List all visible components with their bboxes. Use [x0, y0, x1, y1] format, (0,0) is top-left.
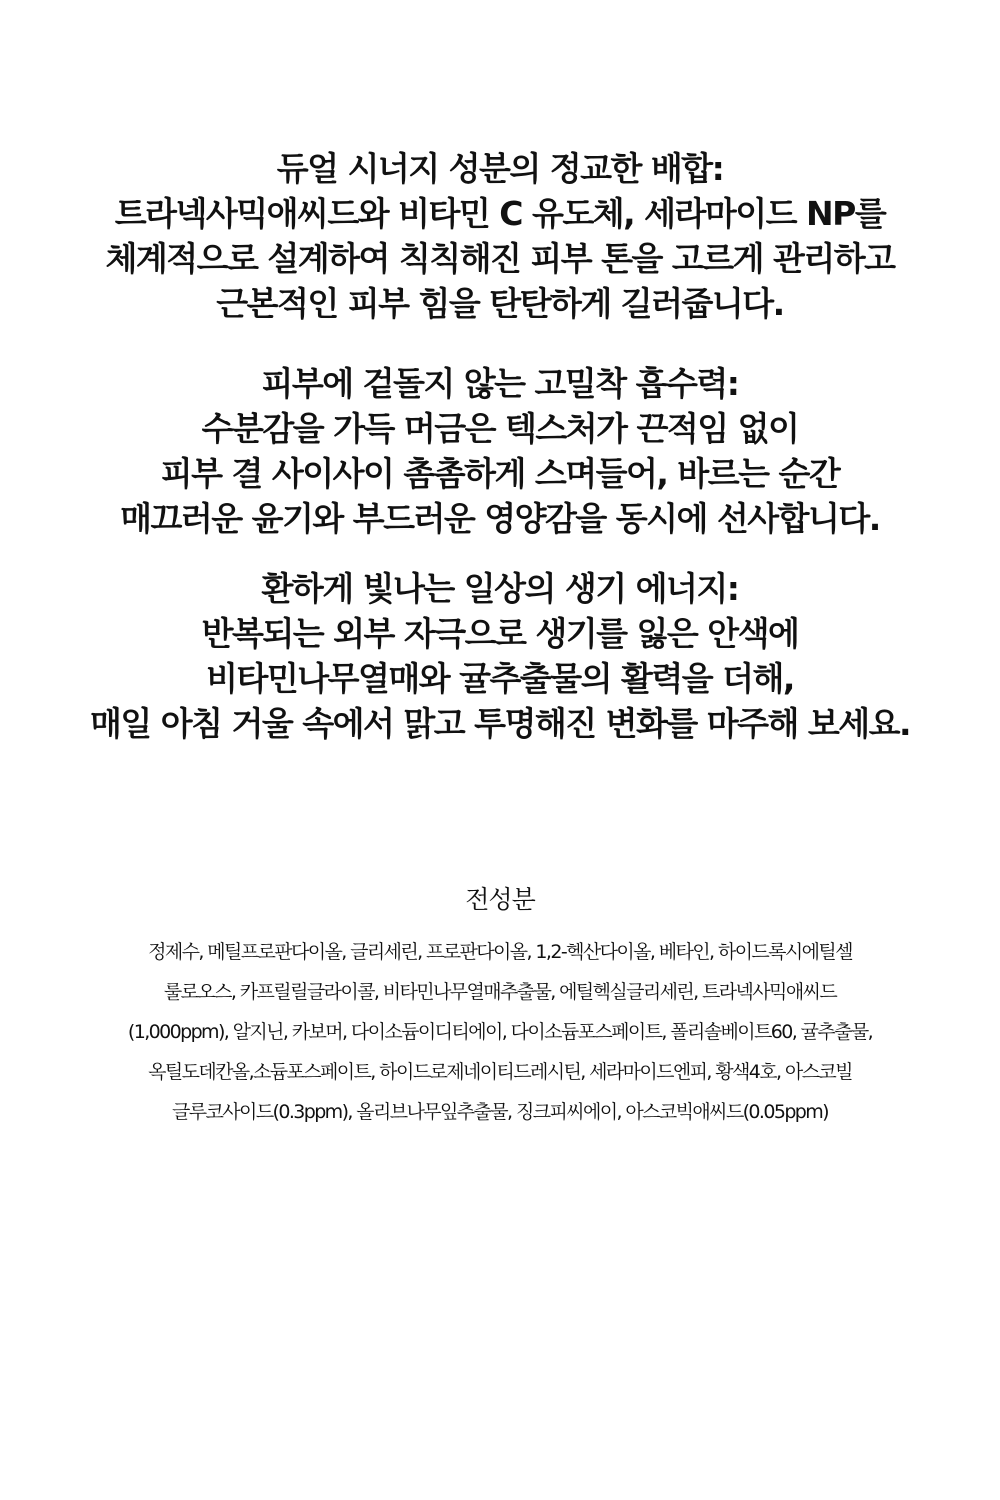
ingredients-line: (1,000ppm), 알지닌, 카보머, 다이소듐이디티에이, 다이소듐포스페이트, 폴리솔베이트60, 귤추출물, — [127, 1021, 873, 1043]
ingredients-line: 룰로오스, 카프릴릴글라이콜, 비타민나무열매추출물, 에틸헥실글리세린, 트라넥사믹애씨드 — [163, 981, 837, 1003]
paragraph-heading: 피부에 겉돌지 않는 고밀착 흡수력: — [261, 364, 739, 403]
ingredients-line: 옥틸도데칸올,소듐포스페이트, 하이드로제네이티드레시틴, 세라마이드엔피, 황색4호, 아스코빌 — [148, 1061, 852, 1083]
paragraph-line: 트라넥사믹애씨드와 비타민 C 유도체, 세라마이드 NP를 — [114, 194, 886, 233]
paragraph-line: 피부 결 사이사이 촘촘하게 스며들어, 바르는 순간 — [160, 454, 840, 493]
paragraph-line: 체계적으로 설계하여 칙칙해진 피부 톤을 고르게 관리하고 — [105, 239, 895, 278]
paragraph-heading: 듀얼 시너지 성분의 정교한 배합: — [276, 149, 724, 188]
paragraph-line: 수분감을 가득 머금은 텍스처가 끈적임 없이 — [201, 409, 799, 448]
paragraph-line: 매끄러운 윤기와 부드러운 영양감을 동시에 선사합니다. — [120, 499, 880, 538]
paragraph-line: 매일 아침 거울 속에서 맑고 투명해진 변화를 마주해 보세요. — [89, 704, 911, 743]
ingredients-title: 전성분 — [465, 885, 535, 914]
ingredients-line: 글루코사이드(0.3ppm), 올리브나무잎추출물, 징크피씨에이, 아스코빅애씨드(0.05ppm) — [172, 1101, 828, 1123]
description-paragraph-absorption — [0, 361, 1000, 541]
ingredients-line: 정제수, 메틸프로판다이올, 글리세린, 프로판다이올, 1,2-헥산다이올, 베타인, 하이드록시에틸셀 — [148, 941, 852, 963]
paragraph-line: 근본적인 피부 힘을 탄탄하게 길러줍니다. — [216, 284, 784, 323]
paragraph-line: 비타민나무열매와 귤추출물의 활력을 더해, — [206, 659, 794, 698]
paragraph-line: 반복되는 외부 자극으로 생기를 잃은 안색에 — [201, 614, 799, 653]
ingredients-section — [0, 880, 1000, 1132]
description-paragraph-dual-synergy — [0, 146, 1000, 326]
paragraph-heading: 환하게 빛나는 일상의 생기 에너지: — [261, 569, 739, 608]
description-paragraph-radiance — [0, 566, 1000, 746]
